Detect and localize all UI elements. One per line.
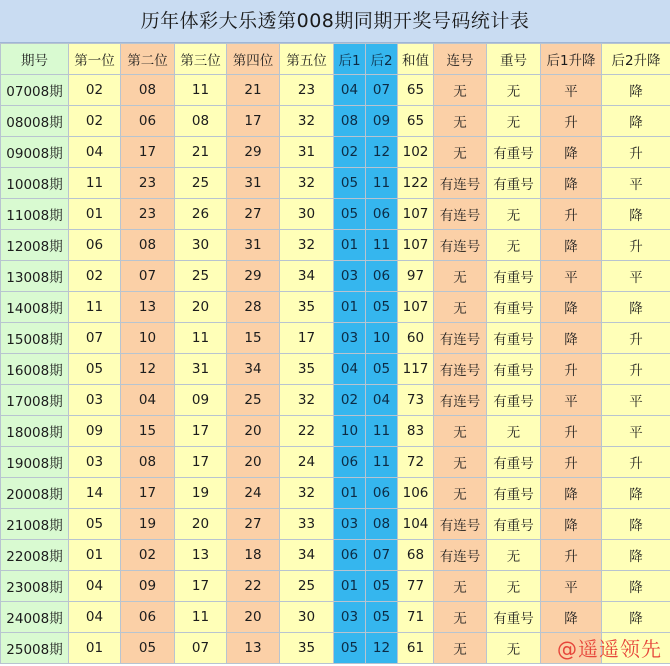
back2-trend-cell: 降 bbox=[602, 106, 670, 137]
table-title: 历年体彩大乐透第008期同期开奖号码统计表 bbox=[0, 0, 670, 43]
first-number-cell: 07 bbox=[69, 323, 121, 354]
second-number-cell: 23 bbox=[121, 168, 175, 199]
back2-number-cell: 05 bbox=[366, 354, 398, 385]
consecutive-cell: 有连号 bbox=[434, 323, 487, 354]
third-number-cell: 17 bbox=[175, 447, 227, 478]
back1-trend-cell: 降 bbox=[541, 292, 602, 323]
third-number-cell: 17 bbox=[175, 571, 227, 602]
first-number-cell: 09 bbox=[69, 416, 121, 447]
period-cell: 19008期 bbox=[1, 447, 69, 478]
back2-trend-cell: 降 bbox=[602, 571, 670, 602]
fourth-number-cell: 31 bbox=[227, 168, 280, 199]
fourth-number-cell: 17 bbox=[227, 106, 280, 137]
first-number-cell: 02 bbox=[69, 106, 121, 137]
second-number-cell: 19 bbox=[121, 509, 175, 540]
repeat-cell: 有重号 bbox=[487, 292, 541, 323]
back2-trend-cell: 平 bbox=[602, 261, 670, 292]
back1-number-cell: 05 bbox=[334, 199, 366, 230]
first-number-cell: 11 bbox=[69, 168, 121, 199]
draw-statistics-table bbox=[0, 43, 670, 664]
repeat-cell: 有重号 bbox=[487, 509, 541, 540]
back2-number-cell: 11 bbox=[366, 230, 398, 261]
second-number-cell: 08 bbox=[121, 75, 175, 106]
table-row bbox=[1, 168, 670, 199]
fourth-number-cell: 15 bbox=[227, 323, 280, 354]
back2-number-cell: 10 bbox=[366, 323, 398, 354]
sum-cell: 97 bbox=[398, 261, 434, 292]
header-period: 期号 bbox=[1, 44, 69, 75]
back1-trend-cell: 平 bbox=[541, 571, 602, 602]
period-cell: 11008期 bbox=[1, 199, 69, 230]
sum-cell: 65 bbox=[398, 75, 434, 106]
first-number-cell: 11 bbox=[69, 292, 121, 323]
period-cell: 12008期 bbox=[1, 230, 69, 261]
table-row bbox=[1, 75, 670, 106]
table-row bbox=[1, 199, 670, 230]
fourth-number-cell: 20 bbox=[227, 416, 280, 447]
table-row bbox=[1, 230, 670, 261]
third-number-cell: 13 bbox=[175, 540, 227, 571]
consecutive-cell: 无 bbox=[434, 478, 487, 509]
header-back2-trend: 后2升降 bbox=[602, 44, 670, 75]
sum-cell: 104 bbox=[398, 509, 434, 540]
back1-number-cell: 01 bbox=[334, 230, 366, 261]
back1-number-cell: 06 bbox=[334, 447, 366, 478]
sum-cell: 107 bbox=[398, 199, 434, 230]
fourth-number-cell: 24 bbox=[227, 478, 280, 509]
fourth-number-cell: 22 bbox=[227, 571, 280, 602]
back2-number-cell: 11 bbox=[366, 168, 398, 199]
fourth-number-cell: 20 bbox=[227, 602, 280, 633]
watermark: @遥遥领先 bbox=[557, 637, 662, 661]
table-row bbox=[1, 137, 670, 168]
period-cell: 07008期 bbox=[1, 75, 69, 106]
period-cell: 13008期 bbox=[1, 261, 69, 292]
period-cell: 16008期 bbox=[1, 354, 69, 385]
fifth-number-cell: 25 bbox=[280, 571, 334, 602]
second-number-cell: 08 bbox=[121, 447, 175, 478]
back1-trend-cell: 降 bbox=[541, 323, 602, 354]
consecutive-cell: 有连号 bbox=[434, 199, 487, 230]
back2-number-cell: 07 bbox=[366, 540, 398, 571]
fifth-number-cell: 30 bbox=[280, 199, 334, 230]
repeat-cell: 无 bbox=[487, 416, 541, 447]
fourth-number-cell: 18 bbox=[227, 540, 280, 571]
second-number-cell: 10 bbox=[121, 323, 175, 354]
back2-number-cell: 04 bbox=[366, 385, 398, 416]
repeat-cell: 有重号 bbox=[487, 602, 541, 633]
fourth-number-cell: 28 bbox=[227, 292, 280, 323]
back2-number-cell: 06 bbox=[366, 478, 398, 509]
back1-trend-cell: 降 bbox=[541, 602, 602, 633]
back2-number-cell: 11 bbox=[366, 447, 398, 478]
back1-number-cell: 03 bbox=[334, 509, 366, 540]
back1-number-cell: 08 bbox=[334, 106, 366, 137]
fourth-number-cell: 27 bbox=[227, 199, 280, 230]
sum-cell: 65 bbox=[398, 106, 434, 137]
back2-number-cell: 05 bbox=[366, 292, 398, 323]
third-number-cell: 11 bbox=[175, 602, 227, 633]
header-consecutive: 连号 bbox=[434, 44, 487, 75]
sum-cell: 60 bbox=[398, 323, 434, 354]
second-number-cell: 05 bbox=[121, 633, 175, 664]
back1-trend-cell: 升 bbox=[541, 447, 602, 478]
back2-number-cell: 06 bbox=[366, 199, 398, 230]
fourth-number-cell: 29 bbox=[227, 137, 280, 168]
fourth-number-cell: 25 bbox=[227, 385, 280, 416]
table-row bbox=[1, 416, 670, 447]
back1-trend-cell: 升 bbox=[541, 354, 602, 385]
second-number-cell: 08 bbox=[121, 230, 175, 261]
period-cell: 10008期 bbox=[1, 168, 69, 199]
first-number-cell: 04 bbox=[69, 571, 121, 602]
back1-number-cell: 05 bbox=[334, 168, 366, 199]
period-cell: 14008期 bbox=[1, 292, 69, 323]
fifth-number-cell: 35 bbox=[280, 354, 334, 385]
repeat-cell: 有重号 bbox=[487, 323, 541, 354]
header-first: 第一位 bbox=[69, 44, 121, 75]
consecutive-cell: 有连号 bbox=[434, 509, 487, 540]
first-number-cell: 03 bbox=[69, 447, 121, 478]
consecutive-cell: 无 bbox=[434, 447, 487, 478]
back1-trend-cell: 平 bbox=[541, 261, 602, 292]
fifth-number-cell: 35 bbox=[280, 633, 334, 664]
sum-cell: 68 bbox=[398, 540, 434, 571]
third-number-cell: 20 bbox=[175, 509, 227, 540]
third-number-cell: 11 bbox=[175, 75, 227, 106]
back2-trend-cell: 升 bbox=[602, 137, 670, 168]
period-cell: 21008期 bbox=[1, 509, 69, 540]
fifth-number-cell: 31 bbox=[280, 137, 334, 168]
back2-trend-cell: 升 bbox=[602, 230, 670, 261]
fourth-number-cell: 21 bbox=[227, 75, 280, 106]
consecutive-cell: 无 bbox=[434, 416, 487, 447]
back1-trend-cell: 降 bbox=[541, 230, 602, 261]
first-number-cell: 14 bbox=[69, 478, 121, 509]
first-number-cell: 04 bbox=[69, 602, 121, 633]
back2-number-cell: 05 bbox=[366, 571, 398, 602]
back1-number-cell: 02 bbox=[334, 137, 366, 168]
sum-cell: 72 bbox=[398, 447, 434, 478]
table-row bbox=[1, 571, 670, 602]
back2-trend-cell: 升 bbox=[602, 323, 670, 354]
table-row bbox=[1, 323, 670, 354]
third-number-cell: 21 bbox=[175, 137, 227, 168]
back1-number-cell: 03 bbox=[334, 602, 366, 633]
back2-number-cell: 07 bbox=[366, 75, 398, 106]
third-number-cell: 31 bbox=[175, 354, 227, 385]
back1-trend-cell: 降 bbox=[541, 137, 602, 168]
period-cell: 15008期 bbox=[1, 323, 69, 354]
second-number-cell: 09 bbox=[121, 571, 175, 602]
sum-cell: 107 bbox=[398, 292, 434, 323]
consecutive-cell: 无 bbox=[434, 106, 487, 137]
repeat-cell: 有重号 bbox=[487, 385, 541, 416]
fourth-number-cell: 27 bbox=[227, 509, 280, 540]
back2-number-cell: 11 bbox=[366, 416, 398, 447]
back1-number-cell: 01 bbox=[334, 571, 366, 602]
sum-cell: 107 bbox=[398, 230, 434, 261]
sum-cell: 61 bbox=[398, 633, 434, 664]
consecutive-cell: 无 bbox=[434, 292, 487, 323]
back1-number-cell: 04 bbox=[334, 75, 366, 106]
table-row bbox=[1, 540, 670, 571]
back2-number-cell: 08 bbox=[366, 509, 398, 540]
back1-number-cell: 10 bbox=[334, 416, 366, 447]
third-number-cell: 11 bbox=[175, 323, 227, 354]
period-cell: 09008期 bbox=[1, 137, 69, 168]
fifth-number-cell: 35 bbox=[280, 292, 334, 323]
second-number-cell: 06 bbox=[121, 602, 175, 633]
sum-cell: 122 bbox=[398, 168, 434, 199]
table-row bbox=[1, 106, 670, 137]
fifth-number-cell: 30 bbox=[280, 602, 334, 633]
back2-trend-cell: 降 bbox=[602, 199, 670, 230]
back1-trend-cell: 平 bbox=[541, 75, 602, 106]
back1-trend-cell: 降 bbox=[541, 509, 602, 540]
header-fifth: 第五位 bbox=[280, 44, 334, 75]
second-number-cell: 13 bbox=[121, 292, 175, 323]
first-number-cell: 03 bbox=[69, 385, 121, 416]
consecutive-cell: 有连号 bbox=[434, 168, 487, 199]
back1-number-cell: 06 bbox=[334, 540, 366, 571]
sum-cell: 106 bbox=[398, 478, 434, 509]
back1-number-cell: 03 bbox=[334, 261, 366, 292]
fifth-number-cell: 34 bbox=[280, 540, 334, 571]
repeat-cell: 无 bbox=[487, 540, 541, 571]
back1-trend-cell: 升 bbox=[541, 106, 602, 137]
period-cell: 23008期 bbox=[1, 571, 69, 602]
consecutive-cell: 有连号 bbox=[434, 385, 487, 416]
sum-cell: 71 bbox=[398, 602, 434, 633]
fourth-number-cell: 34 bbox=[227, 354, 280, 385]
back1-trend-cell: 升 bbox=[541, 540, 602, 571]
back2-trend-cell: 平 bbox=[602, 416, 670, 447]
repeat-cell: 无 bbox=[487, 571, 541, 602]
fifth-number-cell: 24 bbox=[280, 447, 334, 478]
back1-number-cell: 02 bbox=[334, 385, 366, 416]
sum-cell: 83 bbox=[398, 416, 434, 447]
first-number-cell: 05 bbox=[69, 354, 121, 385]
sum-cell: 102 bbox=[398, 137, 434, 168]
fifth-number-cell: 33 bbox=[280, 509, 334, 540]
third-number-cell: 20 bbox=[175, 292, 227, 323]
back2-trend-cell: 降 bbox=[602, 478, 670, 509]
back1-trend-cell: 升 bbox=[541, 199, 602, 230]
back1-number-cell: 01 bbox=[334, 292, 366, 323]
back2-trend-cell: 降 bbox=[602, 540, 670, 571]
table-body bbox=[1, 75, 670, 664]
fifth-number-cell: 32 bbox=[280, 478, 334, 509]
consecutive-cell: 有连号 bbox=[434, 230, 487, 261]
first-number-cell: 01 bbox=[69, 633, 121, 664]
first-number-cell: 01 bbox=[69, 540, 121, 571]
second-number-cell: 07 bbox=[121, 261, 175, 292]
consecutive-cell: 有连号 bbox=[434, 540, 487, 571]
header-fourth: 第四位 bbox=[227, 44, 280, 75]
fourth-number-cell: 31 bbox=[227, 230, 280, 261]
second-number-cell: 12 bbox=[121, 354, 175, 385]
table-row bbox=[1, 602, 670, 633]
back2-trend-cell: 降 bbox=[602, 292, 670, 323]
header-back1-trend: 后1升降 bbox=[541, 44, 602, 75]
period-cell: 25008期 bbox=[1, 633, 69, 664]
first-number-cell: 05 bbox=[69, 509, 121, 540]
repeat-cell: 无 bbox=[487, 75, 541, 106]
fifth-number-cell: 34 bbox=[280, 261, 334, 292]
fifth-number-cell: 22 bbox=[280, 416, 334, 447]
first-number-cell: 02 bbox=[69, 261, 121, 292]
back2-number-cell: 09 bbox=[366, 106, 398, 137]
second-number-cell: 23 bbox=[121, 199, 175, 230]
third-number-cell: 26 bbox=[175, 199, 227, 230]
first-number-cell: 01 bbox=[69, 199, 121, 230]
back1-number-cell: 01 bbox=[334, 478, 366, 509]
consecutive-cell: 无 bbox=[434, 261, 487, 292]
table-row bbox=[1, 478, 670, 509]
second-number-cell: 15 bbox=[121, 416, 175, 447]
repeat-cell: 有重号 bbox=[487, 168, 541, 199]
consecutive-cell: 无 bbox=[434, 602, 487, 633]
back2-trend-cell: 升 bbox=[602, 354, 670, 385]
header-sum: 和值 bbox=[398, 44, 434, 75]
back2-trend-cell: 降 bbox=[602, 509, 670, 540]
back1-trend-cell: 降 bbox=[541, 168, 602, 199]
consecutive-cell: 无 bbox=[434, 137, 487, 168]
period-cell: 24008期 bbox=[1, 602, 69, 633]
third-number-cell: 17 bbox=[175, 416, 227, 447]
sum-cell: 73 bbox=[398, 385, 434, 416]
back1-trend-cell: 升 bbox=[541, 416, 602, 447]
second-number-cell: 17 bbox=[121, 137, 175, 168]
third-number-cell: 07 bbox=[175, 633, 227, 664]
fifth-number-cell: 32 bbox=[280, 168, 334, 199]
back1-number-cell: 05 bbox=[334, 633, 366, 664]
back2-trend-cell: 平 bbox=[602, 168, 670, 199]
repeat-cell: 有重号 bbox=[487, 447, 541, 478]
back2-number-cell: 12 bbox=[366, 633, 398, 664]
back1-number-cell: 03 bbox=[334, 323, 366, 354]
fourth-number-cell: 13 bbox=[227, 633, 280, 664]
back2-trend-cell: 升 bbox=[602, 447, 670, 478]
fourth-number-cell: 29 bbox=[227, 261, 280, 292]
first-number-cell: 02 bbox=[69, 75, 121, 106]
third-number-cell: 25 bbox=[175, 168, 227, 199]
table-row bbox=[1, 292, 670, 323]
repeat-cell: 有重号 bbox=[487, 137, 541, 168]
fourth-number-cell: 20 bbox=[227, 447, 280, 478]
back2-number-cell: 06 bbox=[366, 261, 398, 292]
back2-trend-cell: 降 bbox=[602, 602, 670, 633]
sum-cell: 77 bbox=[398, 571, 434, 602]
repeat-cell: 无 bbox=[487, 106, 541, 137]
repeat-cell: 无 bbox=[487, 230, 541, 261]
repeat-cell: 有重号 bbox=[487, 478, 541, 509]
header-third: 第三位 bbox=[175, 44, 227, 75]
consecutive-cell: 无 bbox=[434, 571, 487, 602]
period-cell: 17008期 bbox=[1, 385, 69, 416]
fifth-number-cell: 32 bbox=[280, 230, 334, 261]
header-back2: 后2 bbox=[366, 44, 398, 75]
back2-trend-cell: 平 bbox=[602, 385, 670, 416]
back2-number-cell: 05 bbox=[366, 602, 398, 633]
table-row bbox=[1, 385, 670, 416]
back1-trend-cell: 降 bbox=[541, 478, 602, 509]
header-back1: 后1 bbox=[334, 44, 366, 75]
consecutive-cell: 有连号 bbox=[434, 354, 487, 385]
fifth-number-cell: 32 bbox=[280, 385, 334, 416]
third-number-cell: 25 bbox=[175, 261, 227, 292]
second-number-cell: 02 bbox=[121, 540, 175, 571]
fifth-number-cell: 32 bbox=[280, 106, 334, 137]
table-row bbox=[1, 354, 670, 385]
first-number-cell: 06 bbox=[69, 230, 121, 261]
second-number-cell: 04 bbox=[121, 385, 175, 416]
repeat-cell: 有重号 bbox=[487, 354, 541, 385]
third-number-cell: 09 bbox=[175, 385, 227, 416]
sum-cell: 117 bbox=[398, 354, 434, 385]
third-number-cell: 08 bbox=[175, 106, 227, 137]
repeat-cell: 无 bbox=[487, 633, 541, 664]
period-cell: 22008期 bbox=[1, 540, 69, 571]
repeat-cell: 有重号 bbox=[487, 261, 541, 292]
back2-trend-cell: 降 bbox=[602, 75, 670, 106]
fifth-number-cell: 23 bbox=[280, 75, 334, 106]
third-number-cell: 19 bbox=[175, 478, 227, 509]
second-number-cell: 06 bbox=[121, 106, 175, 137]
table-row bbox=[1, 261, 670, 292]
second-number-cell: 17 bbox=[121, 478, 175, 509]
table-row bbox=[1, 509, 670, 540]
third-number-cell: 30 bbox=[175, 230, 227, 261]
consecutive-cell: 无 bbox=[434, 75, 487, 106]
fifth-number-cell: 17 bbox=[280, 323, 334, 354]
back1-trend-cell: 平 bbox=[541, 385, 602, 416]
back1-number-cell: 04 bbox=[334, 354, 366, 385]
first-number-cell: 04 bbox=[69, 137, 121, 168]
repeat-cell: 无 bbox=[487, 199, 541, 230]
back2-number-cell: 12 bbox=[366, 137, 398, 168]
period-cell: 18008期 bbox=[1, 416, 69, 447]
header-row bbox=[1, 44, 670, 75]
period-cell: 08008期 bbox=[1, 106, 69, 137]
header-second: 第二位 bbox=[121, 44, 175, 75]
header-repeat: 重号 bbox=[487, 44, 541, 75]
table-row bbox=[1, 447, 670, 478]
consecutive-cell: 无 bbox=[434, 633, 487, 664]
period-cell: 20008期 bbox=[1, 478, 69, 509]
